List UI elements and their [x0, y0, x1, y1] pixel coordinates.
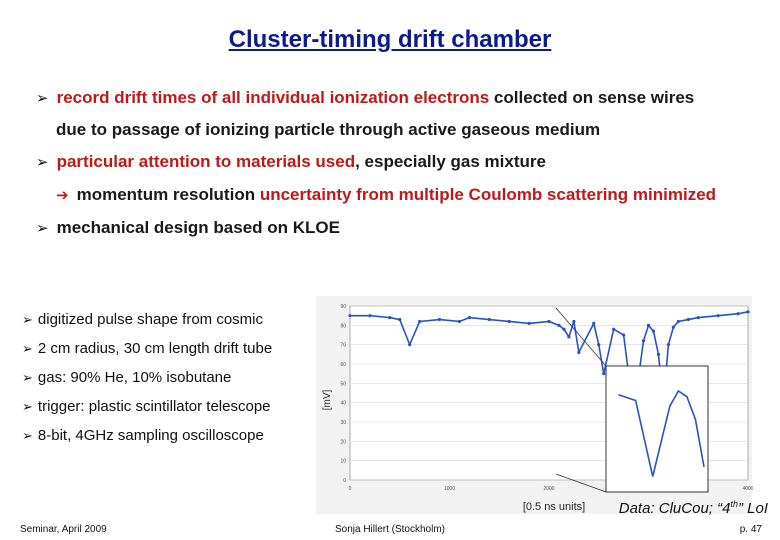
y-tick-label: 30: [340, 420, 346, 426]
detail-trigger: ➢ trigger: plastic scintillator telescope: [22, 398, 271, 415]
bullet-arrow-icon: ➢: [22, 400, 33, 415]
bullet-materials: ➢ particular attention to materials used, especially gas mixture: [36, 152, 546, 171]
x-tick-label: 1000: [443, 486, 456, 492]
bullet-arrow-icon: ➢: [22, 313, 33, 328]
bullet-arrow-icon: ➢: [22, 429, 33, 444]
y-tick-label: 80: [340, 323, 346, 330]
bullet-arrow-icon: ➢: [22, 371, 33, 386]
bullet-arrow-icon: ➢: [36, 153, 49, 171]
x-tick-label: 4000: [742, 486, 754, 492]
data-point: [567, 335, 570, 338]
data-point: [687, 318, 690, 321]
pulse-shape-chart: [316, 296, 752, 514]
footer-date: Seminar, April 2009: [20, 524, 107, 535]
x-axis-label: [0.5 ns units]: [522, 501, 586, 513]
y-tick-label: 0: [343, 478, 346, 484]
data-point: [652, 330, 655, 333]
footer-author: Sonja Hillert (Stockholm): [334, 524, 446, 535]
detail-pulse-shape: ➢ digitized pulse shape from cosmic: [22, 311, 264, 328]
footer-page-number: p. 47: [739, 524, 762, 535]
right-arrow-icon: ➔: [56, 186, 69, 204]
x-tick-label: 2000: [543, 486, 555, 492]
data-point: [592, 322, 595, 325]
y-tick-label: 90: [340, 304, 346, 310]
data-point: [717, 314, 720, 317]
data-source-caption: Data: CluCou; “4th” LoI: [618, 499, 768, 517]
detail-oscilloscope: ➢ 8-bit, 4GHz sampling oscilloscope: [22, 427, 264, 444]
data-point: [642, 339, 645, 342]
bullet-mechanical-design: ➢ mechanical design based on KLOE: [36, 218, 340, 237]
bullet-momentum-resolution: ➔ momentum resolution uncertainty from multiple Coulomb scattering minimized: [56, 185, 717, 204]
data-point: [408, 343, 411, 346]
data-point: [622, 333, 625, 336]
bullet-arrow-icon: ➢: [36, 219, 49, 237]
data-point: [557, 324, 560, 327]
bullet-arrow-icon: ➢: [22, 342, 33, 357]
data-point: [468, 316, 471, 319]
y-tick-label: 10: [340, 458, 346, 465]
detail-gas: ➢ gas: 90% He, 10% isobutane: [22, 369, 232, 386]
data-point: [697, 316, 700, 319]
y-tick-label: 60: [340, 362, 346, 368]
y-tick-label: 50: [340, 381, 346, 388]
data-point: [388, 316, 391, 319]
data-point: [438, 318, 441, 321]
slide-title: Cluster-timing drift chamber: [228, 26, 552, 53]
data-point: [488, 318, 491, 321]
detail-drift-tube: ➢ 2 cm radius, 30 cm length drift tube: [22, 340, 273, 357]
y-tick-label: 20: [340, 439, 346, 446]
data-point: [528, 322, 531, 325]
y-axis-label: [mV]: [322, 389, 333, 411]
data-point: [657, 353, 660, 356]
bullet-record-drift-times: ➢ record drift times of all individual ionization electrons collected on sense wires: [36, 88, 695, 107]
bullet-continuation: due to passage of ionizing particle through active gaseous medium: [56, 120, 601, 139]
data-point: [667, 343, 670, 346]
y-tick-label: 70: [340, 342, 346, 349]
data-point: [562, 328, 565, 331]
data-point: [547, 320, 550, 323]
data-point: [348, 314, 351, 317]
data-point: [577, 351, 580, 354]
data-point: [508, 320, 511, 323]
data-point: [736, 312, 739, 315]
data-point: [368, 314, 371, 317]
data-point: [612, 328, 615, 331]
bullet-arrow-icon: ➢: [36, 89, 49, 107]
data-point: [597, 343, 600, 346]
x-tick-label: 0: [348, 486, 352, 492]
data-point: [418, 320, 421, 323]
y-tick-label: 40: [340, 400, 346, 407]
data-point: [572, 320, 575, 323]
data-point: [458, 320, 461, 323]
data-point: [672, 326, 675, 329]
data-point: [746, 310, 749, 313]
data-point: [398, 318, 401, 321]
data-point: [602, 372, 605, 375]
data-point: [647, 324, 650, 327]
data-point: [677, 320, 680, 323]
